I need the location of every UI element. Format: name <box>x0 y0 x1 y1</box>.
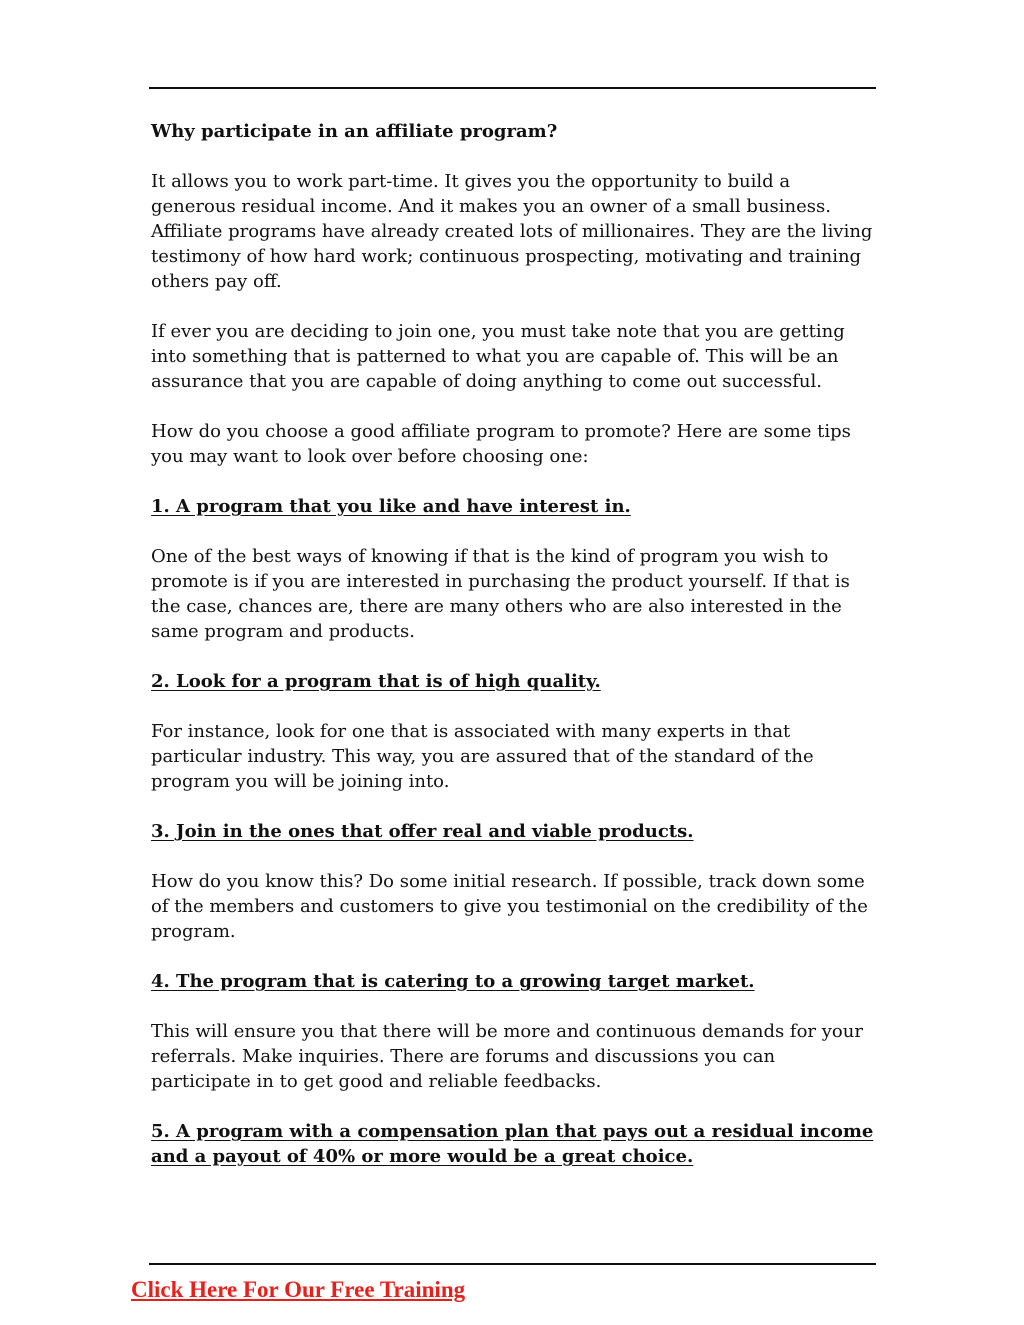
tip-5-heading: 5. A program with a compensation plan that pays out a residual income and a payout of 40% or more would be a great choice. <box>151 1121 874 1167</box>
tip-4-body: This will ensure you that there will be more and continuous demands for your referrals. Make inquiries. There are forums and discussions you can participate in to get good and reliable feedbacks. <box>151 1021 863 1092</box>
intro-paragraph-3: How do you choose a good affiliate program to promote? Here are some tips you may want to look over before choosing one: <box>151 421 851 467</box>
article-body <box>151 119 875 1194</box>
intro-paragraph-2: If ever you are deciding to join one, you must take note that you are getting into something that is patterned to what you are capable of. This will be an assurance that you are capable of doing anything to come out successful. <box>151 321 845 392</box>
tip-1-heading: 1. A program that you like and have interest in. <box>151 496 631 517</box>
tip-3-heading: 3. Join in the ones that offer real and viable products. <box>151 821 694 842</box>
tip-2-body: For instance, look for one that is associated with many experts in that particular industry. This way, you are assured that of the standard of the program you will be joining into. <box>151 721 814 792</box>
top-divider <box>149 87 876 89</box>
intro-paragraph-1: It allows you to work part-time. It gives you the opportunity to build a generous residual income. And it makes you an owner of a small business. Affiliate programs have already created lots of millionaires. They are the living testimony of how hard work; continuous prospecting, motivating and training others pay off. <box>151 171 873 292</box>
tip-4-heading: 4. The program that is catering to a growing target market. <box>151 971 755 992</box>
article-heading: Why participate in an affiliate program? <box>151 121 558 142</box>
free-training-link[interactable]: Click Here For Our Free Training <box>131 1277 466 1302</box>
tip-1-body: One of the best ways of knowing if that is the kind of program you wish to promote is if you are interested in purchasing the product yourself. If that is the case, chances are, there are many others who are also interested in the same program and products. <box>151 546 850 642</box>
tip-2-heading: 2. Look for a program that is of high quality. <box>151 671 601 692</box>
tip-3-body: How do you know this? Do some initial research. If possible, track down some of the members and customers to give you testimonial on the credibility of the program. <box>151 871 868 942</box>
bottom-divider <box>149 1263 876 1265</box>
